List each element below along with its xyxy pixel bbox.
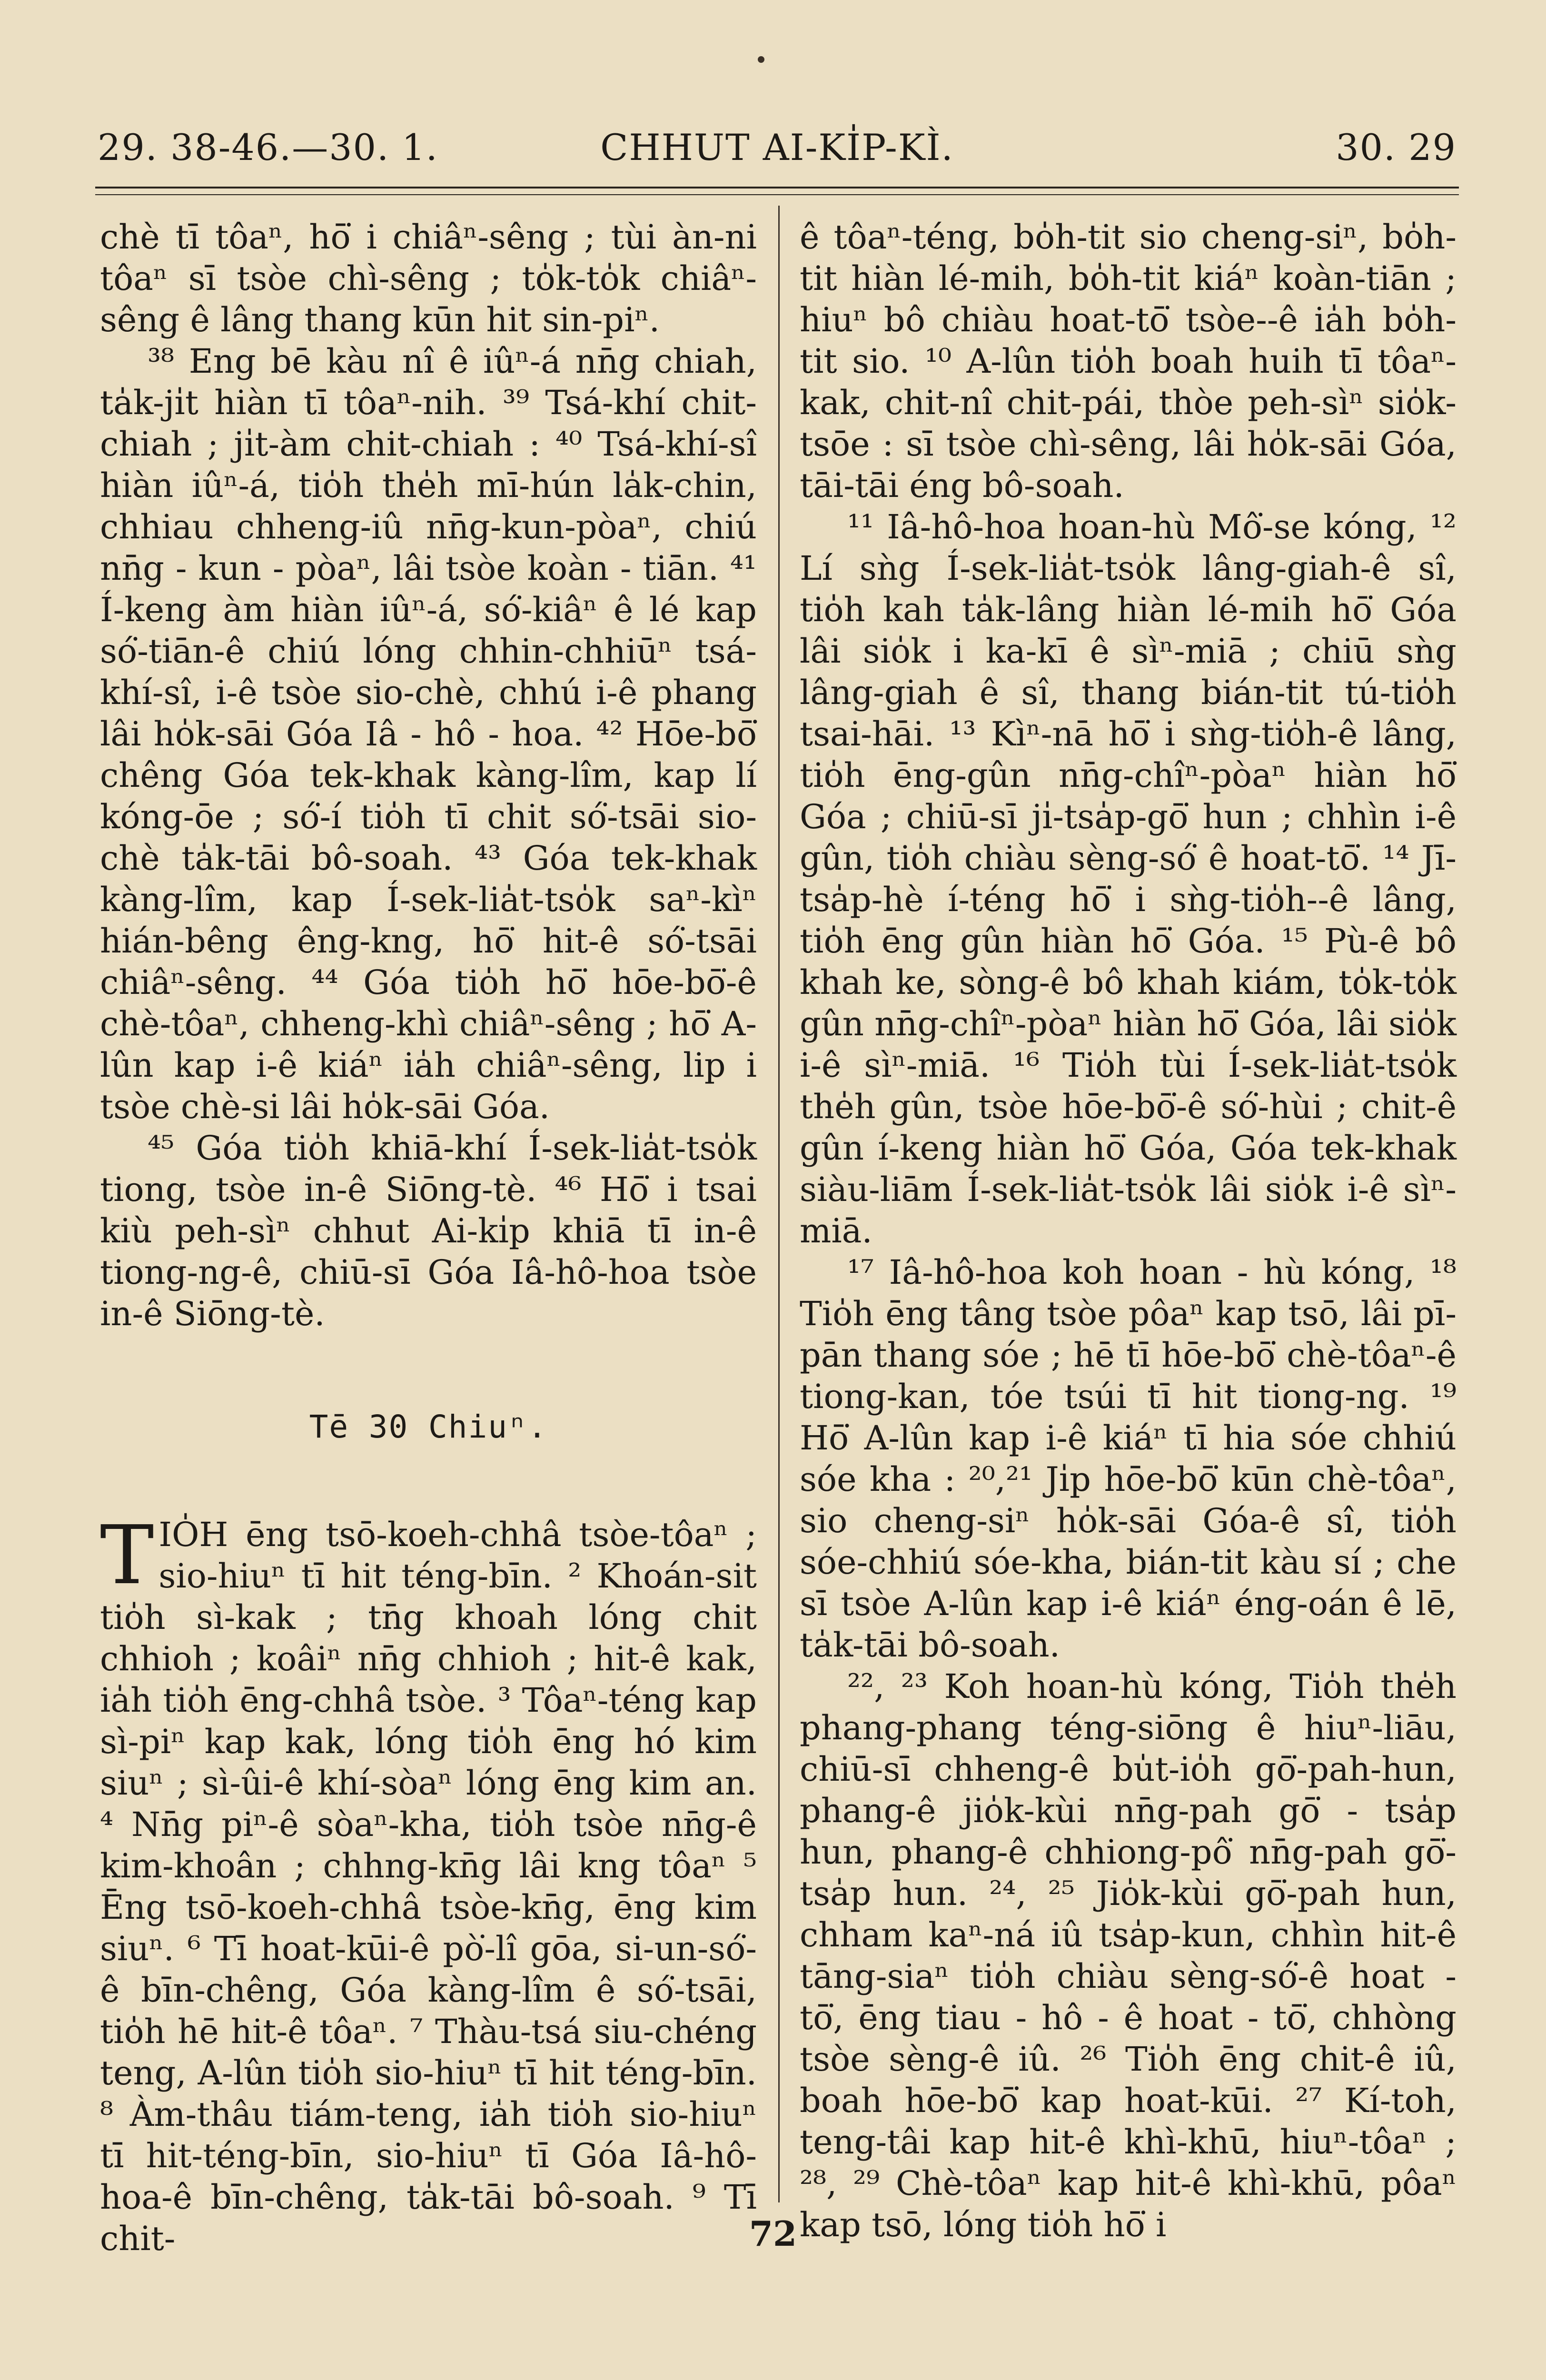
chapter-opening-paragraph (100, 1508, 757, 2260)
chapter-heading: Tē 30 Chiuⁿ. (309, 1408, 548, 1445)
header-chapter-ref: 30. 29 (1336, 126, 1457, 169)
column-divider (778, 206, 780, 2202)
paragraph: ²², ²³ Koh hoan-hù kóng, Tio̍h the̍h phang-phang téng-siōng ê hiuⁿ-liāu, chiū-sī chheng-ê bu̍t-io̍h gō͘-pah-hun, phang-ê jio̍k-kùi nn̄g-pah gō͘ - tsa̍p hun, phang-ê chhiong-pô͘ nn̄g-pah gō͘-tsa̍p hun. ²⁴, ²⁵ Jio̍k-kùi gō͘-pah hun, chham kaⁿ-ná iû tsa̍p-kun, chhìn hit-ê tāng-siaⁿ tio̍h chiàu sèng-só͘-ê hoat - tō͘, ēng tiau - hô - ê hoat - tō͘, chhòng tsòe sèng-ê iû. ²⁶ Tio̍h ēng chit-ê iû, boah hōe-bō͘ kap hoat-kūi. ²⁷ Kí-toh, teng-tâi kap hit-ê khì-khū, hiuⁿ-tôaⁿ ; ²⁸, ²⁹ Chè-tôaⁿ kap hit-ê khì-khū, pôaⁿ kap tsō, lóng tio̍h hō͘ i (800, 1667, 1457, 2244)
header-book-title: CHHUT AI-KI̍P-KÌ. (600, 126, 954, 169)
paragraph: ³⁸ Eng bē kàu nî ê iûⁿ-á nn̄g chiah, ta̍k-ji̍t hiàn tī tôaⁿ-nih. ³⁹ Tsá-khí chit-chiah ; ji̍t-àm chit-chiah : ⁴⁰ Tsá-khí-sî hiàn iûⁿ-á, tio̍h the̍h mī-hún la̍k-chin, chhiau chheng-iû nn̄g-kun-pòaⁿ, chiú nn̄g - kun - pòaⁿ, lâi tsòe koàn - tiān. ⁴¹ Í-keng àm hiàn iûⁿ-á, só͘-kiâⁿ ê lé kap só͘-tiān-ê chiú lóng chhin-chhiūⁿ tsá-khí-sî, i-ê tsòe sio-chè, chhú i-ê phang lâi ho̍k-sāi Góa Iâ - hô - hoa. ⁴² Hōe-bō͘ chêng Góa tek-khak kàng-lîm, kap lí kóng-ōe ; só͘-í tio̍h tī chit só͘-tsāi sio-chè ta̍k-tāi bô-soah. ⁴³ Góa tek-khak kàng-lîm, kap Í-sek-lia̍t-tso̍k saⁿ-kìⁿ hián-bêng êng-kng, hō͘ hit-ê só͘-tsāi chiâⁿ-sêng. ⁴⁴ Góa tio̍h hō͘ hōe-bō͘-ê chè-tôaⁿ, chheng-khì chiâⁿ-sêng ; hō͘ A-lûn kap i-ê kiáⁿ ia̍h chiâⁿ-sêng, lip i tsòe chè-si lâi ho̍k-sāi Góa. (100, 342, 757, 1126)
running-header (98, 121, 1457, 174)
paragraph: chè tī tôaⁿ, hō͘ i chiâⁿ-sêng ; tùi àn-ni tôaⁿ sī tsòe chì-sêng ; to̍k-to̍k chiâⁿ-sêng ê lâng thang kūn hit sin-piⁿ. (100, 218, 757, 339)
right-column (800, 217, 1457, 2246)
header-rule-thick (95, 187, 1459, 188)
paragraph: ¹⁷ Iâ-hô-hoa koh hoan - hù kóng, ¹⁸ Tio̍h ēng tâng tsòe pôaⁿ kap tsō, lâi pī-pān thang sóe ; hē tī hōe-bō͘ chè-tôaⁿ-ê tiong-kan, tóe tsúi tī hit tiong-ng. ¹⁹ Hō͘ A-lûn kap i-ê kiáⁿ tī hia sóe chhiú sóe kha : ²⁰,²¹ Ji̍p hōe-bō͘ kūn chè-tôaⁿ, sio cheng-siⁿ ho̍k-sāi Góa-ê sî, tio̍h sóe-chhiú sóe-kha, bián-tit kàu sí ; che sī tsòe A-lûn kap i-ê kiáⁿ éng-oán ê lē, ta̍k-tāi bô-soah. (800, 1253, 1457, 1665)
paragraph: ê tôaⁿ-téng, bo̍h-tit sio cheng-siⁿ, bo̍h-tit hiàn lé-mih, bo̍h-tit kiáⁿ koàn-tiān ; hiuⁿ bô chiàu hoat-tō͘ tsòe--ê ia̍h bo̍h-tit sio. ¹⁰ A-lûn tio̍h boah huih tī tôaⁿ-kak, chit-nî chit-pái, thòe peh-sìⁿ sio̍k-tsōe : sī tsòe chì-sêng, lâi ho̍k-sāi Góa, tāi-tāi éng bô-soah. (800, 218, 1457, 505)
page-number: 72 (749, 2213, 797, 2254)
ink-dot (758, 56, 764, 63)
paragraph-text: IO̍H ēng tsō-koeh-chhâ tsòe-tôaⁿ ; sio-hiuⁿ tī hit téng-bīn. ² Khoán-sit tio̍h sì-kak ; tn̄g khoah lóng chit chhioh ; koâiⁿ nn̄g chhioh ; hit-ê kak, ia̍h tio̍h ēng-chhâ tsòe. ³ Tôaⁿ-téng kap sì-piⁿ kap kak, lóng tio̍h ēng hó kim siuⁿ ; sì-ûi-ê khí-sòaⁿ lóng ēng kim an. ⁴ Nn̄g piⁿ-ê sòaⁿ-kha, tio̍h tsòe nn̄g-ê kim-khoân ; chhng-kn̄g lâi kng tôaⁿ ⁵ Ēng tsō-koeh-chhâ tsòe-kn̄g, ēng kim siuⁿ. ⁶ Tī hoat-kūi-ê pò͘-lî gōa, si-un-só͘-ê bīn-chêng, Góa kàng-lîm ê só͘-tsāi, tio̍h hē hit-ê tôaⁿ. ⁷ Thàu-tsá siu-chéng teng, A-lûn tio̍h sio-hiuⁿ tī hit téng-bīn. ⁸ Àm-thâu tiám-teng, ia̍h tio̍h sio-hiuⁿ tī hit-téng-bīn, sio-hiuⁿ tī Góa Iâ-hô-hoa-ê bīn-chêng, ta̍k-tāi bô-soah. ⁹ Tī chit- (100, 1515, 757, 2258)
header-rule-thin (95, 194, 1459, 195)
header-verse-range: 29. 38-46.—30. 1. (98, 126, 438, 169)
left-column (100, 217, 757, 2260)
paragraph: ⁴⁵ Góa tio̍h khiā-khí Í-sek-lia̍t-tso̍k tiong, tsòe in-ê Siōng-tè. ⁴⁶ Hō͘ i tsai kiù peh-sìⁿ chhut Ai-ki̍p khiā tī in-ê tiong-ng-ê, chiū-sī Góa Iâ-hô-hoa tsòe in-ê Siōng-tè. (100, 1129, 757, 1333)
drop-cap: T (100, 1508, 154, 1603)
paragraph: ¹¹ Iâ-hô-hoa hoan-hù Mô͘-se kóng, ¹² Lí sǹg Í-sek-lia̍t-tso̍k lâng-giah-ê sî, tio̍h kah ta̍k-lâng hiàn lé-mih hō͘ Góa lâi sio̍k i ka-kī ê sìⁿ-miā ; chiū sǹg lâng-giah ê sî, thang bián-tit tú-tio̍h tsai-hāi. ¹³ Kìⁿ-nā hō͘ i sǹg-tio̍h-ê lâng, tio̍h ēng-gûn nn̄g-chîⁿ-pòaⁿ hiàn hō͘ Góa ; chiū-sī ji̍-tsa̍p-gō͘ hun ; chhìn i-ê gûn, tio̍h chiàu sèng-só͘ ê hoat-tō͘. ¹⁴ Jī-tsa̍p-hè í-téng hō͘ i sǹg-tio̍h--ê lâng, tio̍h ēng gûn hiàn hō͘ Góa. ¹⁵ Pù-ê bô khah ke, sòng-ê bô khah kiám, to̍k-to̍k gûn nn̄g-chîⁿ-pòaⁿ hiàn hō͘ Góa, lâi sio̍k i-ê sìⁿ-miā. ¹⁶ Tio̍h tùi Í-sek-lia̍t-tso̍k the̍h gûn, tsòe hōe-bō͘-ê só͘-hùi ; chit-ê gûn í-keng hiàn hō͘ Góa, Góa tek-khak siàu-liām Í-sek-lia̍t-tso̍k lâi sio̍k i-ê sìⁿ-miā. (800, 507, 1457, 1250)
